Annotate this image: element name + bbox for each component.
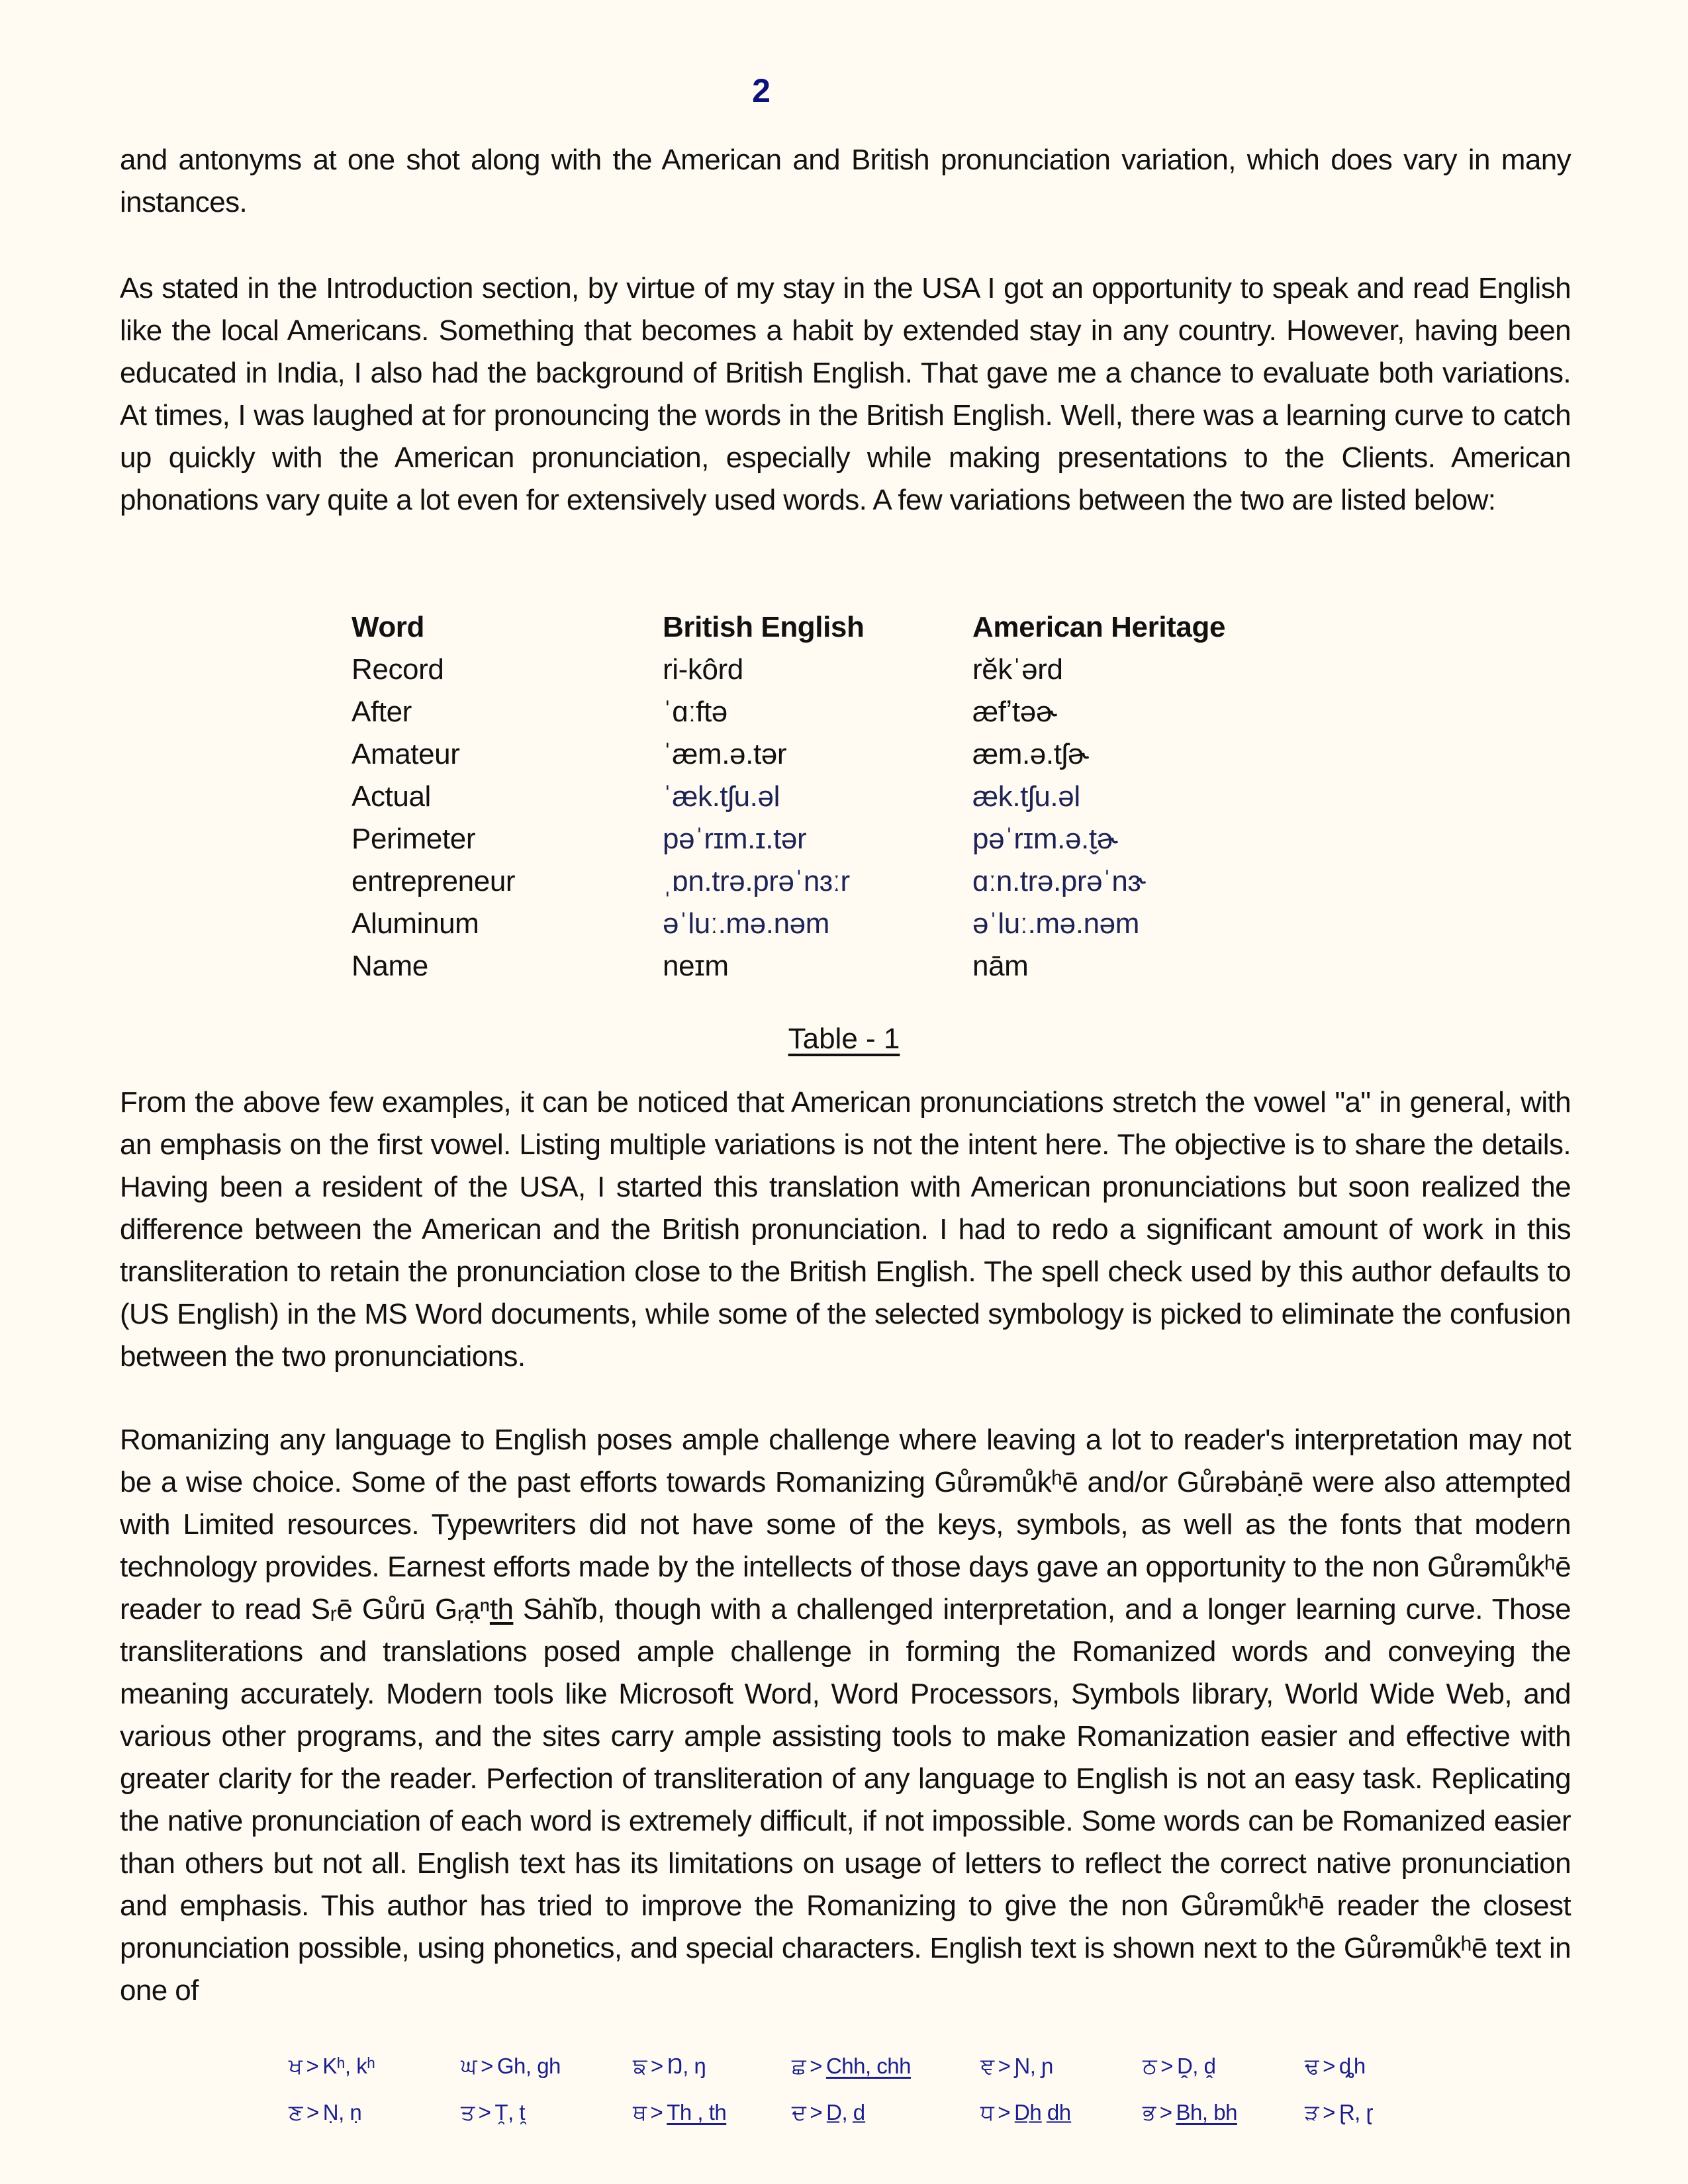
cell-word: After xyxy=(352,696,412,728)
cell-american: æm.ə.tʃɚ xyxy=(972,738,1090,770)
gurmukhi-letter: ੜ xyxy=(1305,2100,1319,2124)
cell-american: rĕkˈərd xyxy=(972,653,1063,686)
key-entry xyxy=(633,2050,792,2082)
key-entry xyxy=(792,2050,980,2082)
cell-word: Record xyxy=(352,653,444,686)
key-entry xyxy=(1305,2097,1437,2128)
paragraph-usa-experience: As stated in the Introduction section, by virtue of my stay in the USA I got an opportunity to speak and read English like the local Americans. Something that becomes a habit by extended stay in any country. However, having been educated in India, I also had the background of British English. That gave me a chance to evaluate both variations. At times, I was laughed at for pronouncing the words in the British English. Well, there was a learning curve to catch up quickly with the American pronunciation, especially while making presentations to the Clients. American phonations vary quite a lot even for extensively used words. A few variations between the two are listed below: xyxy=(120,272,1571,516)
latin-equivalent: Th , th xyxy=(667,2100,727,2124)
cell-word: Name xyxy=(352,950,428,982)
gurmukhi-letter: ਘ xyxy=(461,2054,477,2078)
key-entry xyxy=(1143,2050,1305,2082)
key-entry xyxy=(461,2050,633,2082)
gurmukhi-letter: ਛ xyxy=(792,2054,806,2078)
gurmukhi-letter: ਭ xyxy=(1143,2100,1156,2124)
cell-british: ˈæm.ə.tər xyxy=(663,738,787,770)
latin-equivalent: Chh, chh xyxy=(825,2054,912,2078)
arrow-symbol: > xyxy=(478,2100,491,2124)
gurmukhi-letter: ਤ xyxy=(461,2100,475,2124)
column-header-british: British English xyxy=(663,611,865,643)
cell-word: entrepreneur xyxy=(352,865,516,897)
arrow-symbol: > xyxy=(810,2054,822,2078)
arrow-symbol: > xyxy=(998,2054,1011,2078)
table-row xyxy=(352,945,1303,987)
latin-equivalent: Ḓ, ḓ xyxy=(1176,2054,1216,2078)
cell-american: ɑːn.trə.prəˈnɝ xyxy=(972,865,1146,897)
arrow-symbol: > xyxy=(1323,2054,1335,2078)
cell-british: ˈæk.tʃu.əl xyxy=(663,780,780,813)
gurmukhi-letter: ਠ xyxy=(1143,2054,1157,2078)
key-entry xyxy=(1305,2050,1437,2082)
arrow-symbol: > xyxy=(998,2100,1011,2124)
key-entry xyxy=(980,2050,1143,2082)
table-caption: Table - 1 xyxy=(788,1023,900,1055)
latin-equivalent: D̲, d̲ xyxy=(826,2100,865,2124)
cell-british: ˌɒn.trə.prəˈnɜːr xyxy=(663,865,850,897)
arrow-symbol: > xyxy=(1160,2054,1173,2078)
gurmukhi-letter: ਥ xyxy=(633,2100,647,2124)
table-row xyxy=(352,903,1303,945)
table-row xyxy=(352,691,1303,733)
arrow-symbol: > xyxy=(481,2054,493,2078)
arrow-symbol: > xyxy=(306,2100,319,2124)
latin-equivalent: Ɲ, ɲ xyxy=(1014,2054,1053,2078)
arrow-symbol: > xyxy=(1323,2100,1335,2124)
gurmukhi-letter: ਣ xyxy=(289,2100,303,2124)
cell-american: nām xyxy=(972,950,1029,982)
key-entry xyxy=(633,2097,792,2128)
table-row xyxy=(352,649,1303,691)
paragraph-intro-continuation: and antonyms at one shot along with the American and British pronunciation variation, which does vary in many instances. xyxy=(120,144,1571,218)
pronunciation-table xyxy=(352,606,1303,987)
arrow-symbol: > xyxy=(650,2100,663,2124)
cell-british: ri-kôrd xyxy=(663,653,743,686)
paragraph-romanizing: Romanizing any language to English poses ample challenge where leaving a lot to reader's interpretation may not be a wise choice. Some of the past efforts towards Romanizing Gůrəmůkʰē and/or Gůrəbȧṇē were also attempted with Limited resources. Typewriters did not have some of the keys, symbols, as well as the fonts that modern technology provides. Earnest efforts made by the intellects of those days gave an opportunity to the non Gůrəmůkʰē reader to read Sᵣē Gůrū Gᵣạⁿth Sȧhĭb, though with a challenged interpretation, and a longer learning curve. Those transliterations and translations posed ample challenge in forming the Romanized words and conveying the meaning accurately. Modern tools like Microsoft Word, Word Processors, Symbols library, World Wide Web, and various other programs, and the sites carry ample assisting tools to make Romanization easier and effective with greater clarity for the reader. Perfection of transliteration of any language to English is not an easy task. Replicating the native pronunciation of each word is extremely difficult, if not impossible. Some words can be Romanized easier than others but not all. English text has its limitations on usage of letters to reflect the correct native pronunciation and emphasis. This author has tried to improve the Romanizing to give the non Gůrəmůkʰē reader the closest pronunciation possible, using phonetics, and special characters. English text is shown next to the Gůrəmůkʰē text in one of xyxy=(120,1424,1571,2007)
cell-american: əˈluː.mə.nəm xyxy=(972,907,1139,940)
gurmukhi-letter: ਢ xyxy=(1305,2054,1319,2078)
cell-british: neɪm xyxy=(663,950,729,982)
table-row xyxy=(352,860,1303,903)
column-header-american: American Heritage xyxy=(972,611,1226,643)
transliteration-key xyxy=(289,2050,1437,2128)
cell-british: pəˈrɪm.ɪ.tər xyxy=(663,823,807,855)
key-entry xyxy=(289,2050,461,2082)
cell-word: Aluminum xyxy=(352,907,479,940)
gurmukhi-letter: ਧ xyxy=(980,2100,994,2124)
key-entry xyxy=(461,2097,633,2128)
gurmukhi-letter: ਖ xyxy=(289,2054,303,2078)
table-row xyxy=(352,733,1303,776)
latin-equivalent: D̲h̲ d̲h̲ xyxy=(1014,2100,1071,2124)
table-header-row xyxy=(352,606,1303,649)
cell-british: əˈluː.mə.nəm xyxy=(663,907,829,940)
cell-word: Perimeter xyxy=(352,823,476,855)
key-entry xyxy=(1143,2097,1305,2128)
gurmukhi-letter: ਙ xyxy=(633,2054,647,2078)
cell-word: Amateur xyxy=(352,738,460,770)
latin-equivalent: Ŋ, ŋ xyxy=(667,2054,706,2078)
paragraph-observations: From the above few examples, it can be noticed that American pronunciations stretch the vowel "a" in general, with an emphasis on the first vowel. Listing multiple variations is not the intent here. The objective is to share the details. Having been a resident of the USA, I started this translation with American pronunciations but soon realized the difference between the American and the British pronunciation. I had to redo a significant amount of work in this transliteration to retain the pronunciation close to the British English. The spell check used by this author defaults to (US English) in the MS Word documents, while some of the selected symbology is picked to eliminate the confusion between the two pronunciations. xyxy=(120,1086,1571,1373)
arrow-symbol: > xyxy=(306,2054,319,2078)
latin-equivalent: Ɽ, ɽ xyxy=(1338,2100,1374,2124)
latin-equivalent: Bh, bh xyxy=(1176,2100,1237,2124)
latin-equivalent: Kʰ, kʰ xyxy=(322,2054,375,2078)
cell-american: æfʼtəɚ xyxy=(972,696,1057,728)
cell-american: æk.tʃu.əl xyxy=(972,780,1080,813)
table-row xyxy=(352,776,1303,818)
latin-equivalent: Ṇ, ṇ xyxy=(322,2100,362,2124)
page-number: 2 xyxy=(752,72,771,109)
gurmukhi-letter: ਞ xyxy=(980,2054,994,2078)
latin-equivalent: Gh, gh xyxy=(496,2054,561,2078)
column-header-word: Word xyxy=(352,611,425,643)
key-entry xyxy=(289,2097,461,2128)
arrow-symbol: > xyxy=(810,2100,823,2124)
underlined-th: th xyxy=(489,1593,514,1625)
cell-british: ˈɑːftə xyxy=(663,696,727,728)
cell-word: Actual xyxy=(352,780,431,813)
gurmukhi-letter: ਦ xyxy=(792,2100,806,2124)
table-row xyxy=(352,818,1303,860)
cell-american: pəˈrɪm.ə.t̬ɚ xyxy=(972,823,1118,855)
arrow-symbol: > xyxy=(1159,2100,1172,2124)
arrow-symbol: > xyxy=(650,2054,663,2078)
latin-equivalent: T̯, t̯ xyxy=(494,2100,526,2124)
latin-equivalent: ȡh xyxy=(1338,2054,1366,2078)
key-entry xyxy=(792,2097,980,2128)
key-entry xyxy=(980,2097,1143,2128)
